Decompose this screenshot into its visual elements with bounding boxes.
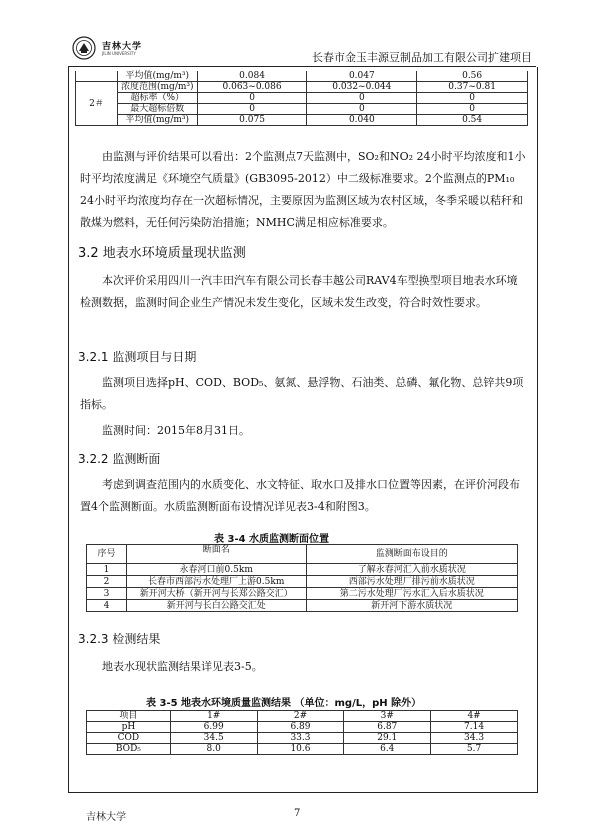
table-3-4 xyxy=(86,544,518,612)
paragraph-results-ref: 地表水现状监测结果详见表3-5。 xyxy=(102,660,263,673)
table-row: 最大超标倍数 0 0 0 xyxy=(76,104,528,115)
paragraph-monitoring-items: 监测项目选择pH、COD、BOD₅、氨氮、悬浮物、石油类、总磷、氟化物、总锌共9项指标。 xyxy=(80,376,524,411)
page-header xyxy=(68,32,536,67)
table-header-row: 项目 1# 2# 3# 4# xyxy=(87,711,518,722)
table-3-4-caption: 表 3-4 水质监测断面位置 xyxy=(214,534,330,545)
project-title: 长春市金玉丰源豆制品加工有限公司扩建项目 xyxy=(312,51,532,64)
table-row: 3 新开河大桥（新开河与长郑公路交汇） 第二污水处理厂污水汇入后水质状况 xyxy=(87,588,518,600)
section-heading-3-2: 3.2 地表水环境质量现状监测 xyxy=(78,246,246,261)
paragraph-monitoring-sections: 考虑到调查范围内的水质变化、水文特征、取水口及排水口位置等因素，在评价河段布置4个监测断面。水质监测断面布设情况详见表3-4和附图3。 xyxy=(80,478,520,513)
table-row: 超标率（%） 0 0 0 xyxy=(76,93,528,104)
table-row: pH 6.99 6.89 6.87 7.14 xyxy=(87,722,518,733)
table-3-5-caption: 表 3-5 地表水环境质量监测结果 （单位：mg/L，pH 除外） xyxy=(146,698,422,709)
table-header-row: 序号 断面名 监测断面布设目的 xyxy=(87,545,518,564)
paragraph-data-source: 本次评价采用四川一汽丰田汽车有限公司长春丰越公司RAV4车型换型项目地表水环境检测数据，监测时间企业生产情况未发生变化，区域未发生改变，符合时效性要求。 xyxy=(80,274,518,309)
paragraph-monitoring-date: 监测时间：2015年8月31日。 xyxy=(102,424,250,437)
section-heading-3-2-2: 3.2.2 监测断面 xyxy=(78,452,161,466)
group-label: 2＃ xyxy=(76,82,118,126)
section-heading-3-2-1: 3.2.1 监测项目与日期 xyxy=(78,350,197,364)
table-row: BOD₅ 8.0 10.6 6.4 5.7 xyxy=(87,744,518,755)
page-number: 7 xyxy=(294,808,301,819)
university-name: 吉林大学 xyxy=(102,42,143,52)
section-heading-3-2-3: 3.2.3 检测结果 xyxy=(78,632,161,646)
table-row: 2 长春市西部污水处理厂上游0.5km 西部污水处理厂排污前水质状况 xyxy=(87,576,518,588)
paragraph-air-conclusion: 由监测与评价结果可以看出：2个监测点7天监测中，SO₂和NO₂ 24小时平均浓度和1小时平均浓度满足《环境空气质量》(GB3095-2012）中二级标准要求。2个监测点的PM₁₀ 24小时平均浓度均存在一次超标情况，主要原因为监测区域为农村区域，冬季采暖以秸秆和散煤为燃料，无任何污染防治措施；NMHC满足相应标准要求。 xyxy=(80,150,526,229)
air-quality-table xyxy=(75,71,528,126)
table-row: 1 永春河口前0.5km 了解永春河汇入前水质状况 xyxy=(87,564,518,576)
table-3-5 xyxy=(86,710,518,755)
university-name-en: JILIN UNIVERSITY xyxy=(102,51,136,56)
table-row: 平均值(mg/m³) 0.075 0.040 0.54 xyxy=(76,115,528,126)
university-logo-icon xyxy=(72,36,96,60)
table-row: COD 34.5 33.3 29.1 34.3 xyxy=(87,733,518,744)
footer-university: 吉林大学 xyxy=(86,812,126,823)
table-row: 2＃ 浓度范围(mg/m³) 0.063~0.086 0.032~0.044 0.37~0.81 xyxy=(76,82,528,93)
table-row: 4 新开河与长白公路交汇处 新开河下游水质状况 xyxy=(87,600,518,612)
table-row: 平均值(mg/m³) 0.084 0.047 0.56 xyxy=(76,71,528,82)
